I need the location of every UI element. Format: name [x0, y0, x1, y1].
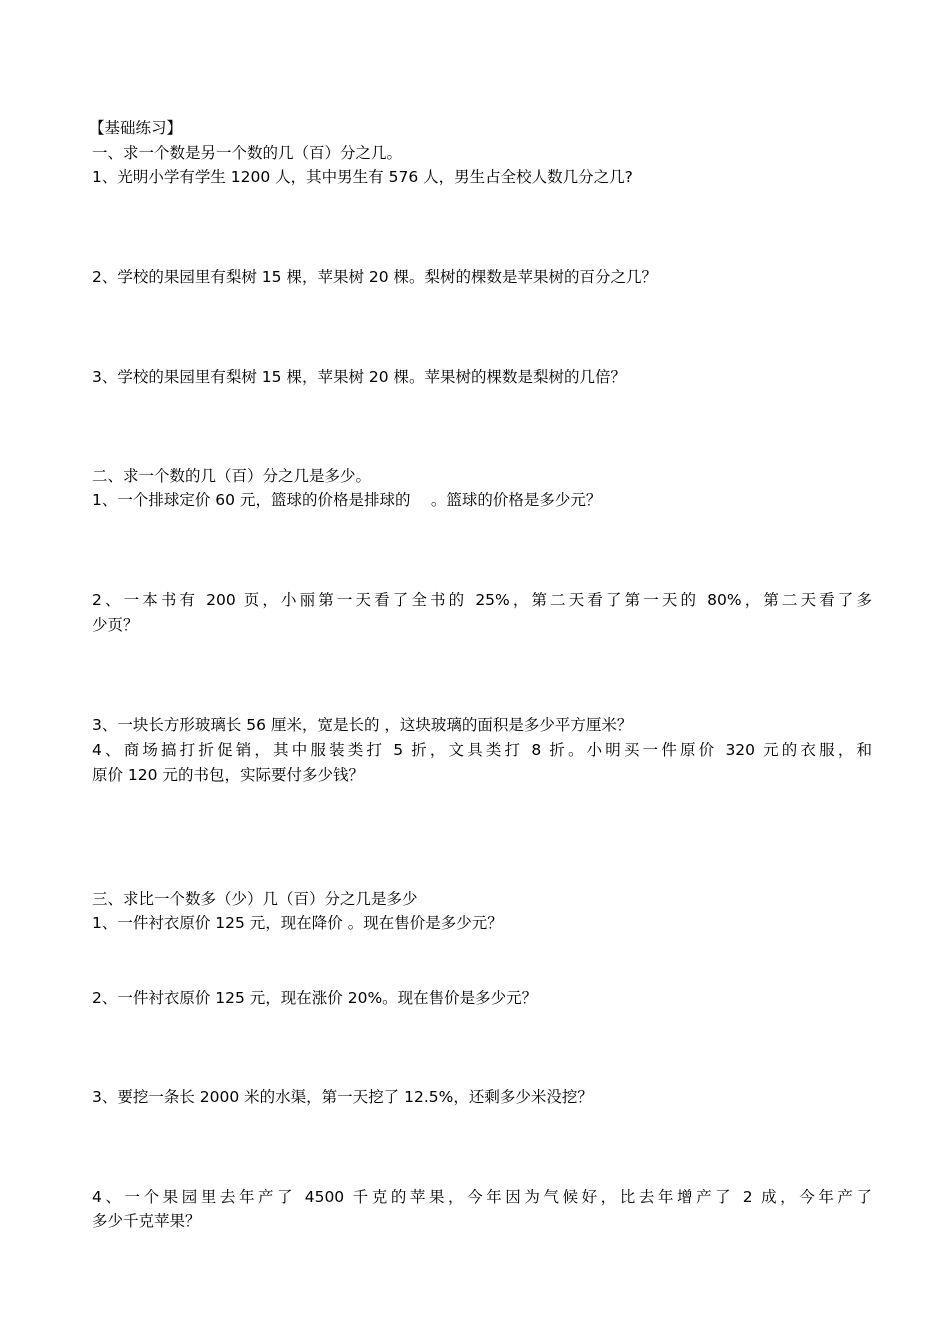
question-2-4-line-1: 4、商场搞打折促销，其中服装类打 5 折，文具类打 8 折。小明买一件原价 320 元的衣服，和 — [92, 741, 872, 759]
question-2-2-line-1: 2、一本书有 200 页，小丽第一天看了全书的 25%，第二天看了第一天的 80%，第二天看了多 — [92, 591, 872, 609]
section-2-title: 二、求一个数的几（百）分之几是多少。 — [92, 467, 372, 485]
question-2-4-line-2: 原价 120 元的书包，实际要付多少钱？ — [92, 766, 364, 784]
question-1-1: 1、光明小学有学生 1200 人，其中男生有 576 人，男生占全校人数几分之几? — [92, 168, 633, 186]
question-1-2: 2、学校的果园里有梨树 15 棵，苹果树 20 棵。梨树的棵数是苹果树的百分之几？ — [92, 268, 658, 286]
question-3-3: 3、要挖一条长 2000 米的水渠，第一天挖了 12.5%，还剩多少米没挖？ — [92, 1088, 593, 1106]
question-3-4-line-1: 4、一个果园里去年产了 4500 千克的苹果，今年因为气候好，比去年增产了 2 成，今年产了 — [92, 1188, 872, 1206]
question-3-1: 1、一件衬衣原价 125 元，现在降价 。现在售价是多少元？ — [92, 914, 503, 932]
question-3-2: 2、一件衬衣原价 125 元，现在涨价 20%。现在售价是多少元？ — [92, 989, 538, 1007]
section-3-title: 三、求比一个数多（少）几（百）分之几是多少 — [92, 890, 418, 908]
question-1-3: 3、学校的果园里有梨树 15 棵，苹果树 20 棵。苹果树的棵数是梨树的几倍？ — [92, 368, 627, 386]
question-2-1: 1、一个排球定价 60 元，篮球的价格是排球的 。篮球的价格是多少元？ — [92, 491, 602, 509]
section-1-title: 一、求一个数是另一个数的几（百）分之几。 — [92, 144, 403, 162]
question-2-3: 3、一块长方形玻璃长 56 厘米，宽是长的 ，这块玻璃的面积是多少平方厘米？ — [92, 716, 633, 734]
question-2-2-line-2: 少页？ — [92, 616, 139, 634]
worksheet-heading: 【基础练习】 — [89, 119, 183, 137]
question-3-4-line-2: 多少千克苹果？ — [92, 1212, 201, 1230]
